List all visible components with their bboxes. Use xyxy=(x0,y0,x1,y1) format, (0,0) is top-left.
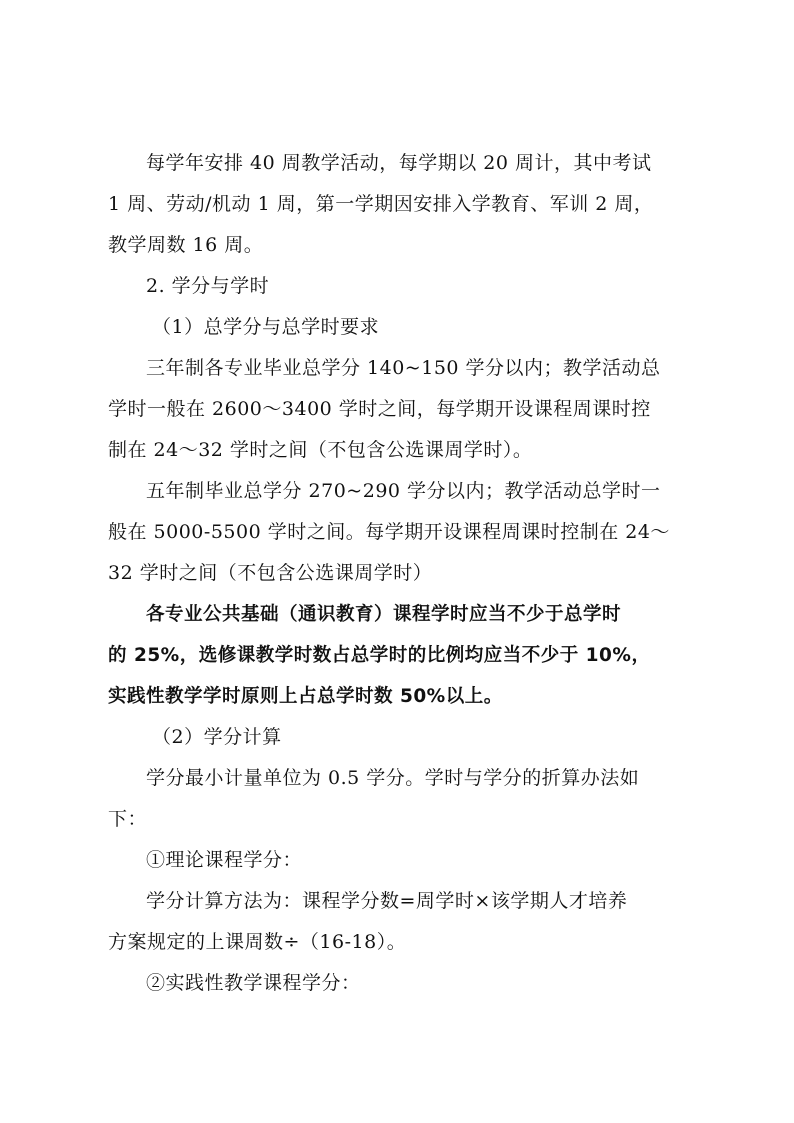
bold-requirement-line-2: 的 25%，选修课教学时数占总学时的比例均应当不少于 10%， xyxy=(108,645,651,666)
subheading-total-requirements: （1）总学分与总学时要求 xyxy=(152,316,380,338)
document-body xyxy=(108,143,674,1004)
subheading-credit-calculation: （2）学分计算 xyxy=(152,726,282,748)
paragraph-five-year-line-1: 五年制毕业总学分 270~290 学分以内；教学活动总学时一 xyxy=(146,480,661,502)
paragraph-teaching-weeks-line-2: 1 周、劳动/机动 1 周，第一学期因安排入学教育、军训 2 周， xyxy=(108,193,654,215)
bold-requirement-line-3: 实践性教学学时原则上占总学时数 50%以上。 xyxy=(108,686,503,707)
item-theory-course-credits: ①理论课程学分： xyxy=(146,849,303,871)
paragraph-five-year-line-2: 般在 5000-5500 学时之间。每学期开设课程周课时控制在 24～ xyxy=(108,521,670,543)
paragraph-three-year-line-3: 制在 24～32 学时之间（不包含公选课周学时）。 xyxy=(108,439,533,461)
paragraph-teaching-weeks-line-3: 教学周数 16 周。 xyxy=(108,234,264,256)
bold-requirement-line-1: 各专业公共基础（通识教育）课程学时应当不少于总学时 xyxy=(146,604,622,625)
paragraph-formula-line-1: 学分计算方法为：课程学分数=周学时×该学期人才培养 xyxy=(146,890,628,912)
item-practical-course-credits: ②实践性教学课程学分： xyxy=(146,972,361,994)
paragraph-min-unit-line-2: 下： xyxy=(108,808,148,830)
paragraph-formula-line-2: 方案规定的上课周数÷（16-18）。 xyxy=(108,931,407,953)
paragraph-three-year-line-1: 三年制各专业毕业总学分 140~150 学分以内；教学活动总 xyxy=(146,357,661,379)
paragraph-teaching-weeks-line-1: 每学年安排 40 周教学活动，每学期以 20 周计，其中考试 xyxy=(146,152,652,174)
paragraph-min-unit-line-1: 学分最小计量单位为 0.5 学分。学时与学分的折算办法如 xyxy=(146,767,640,789)
paragraph-five-year-line-3: 32 学时之间（不包含公选课周学时） xyxy=(108,562,433,584)
paragraph-three-year-line-2: 学时一般在 2600～3400 学时之间，每学期开设课程周课时控 xyxy=(108,398,651,420)
section-heading-credits-hours: 2. 学分与学时 xyxy=(146,275,270,297)
